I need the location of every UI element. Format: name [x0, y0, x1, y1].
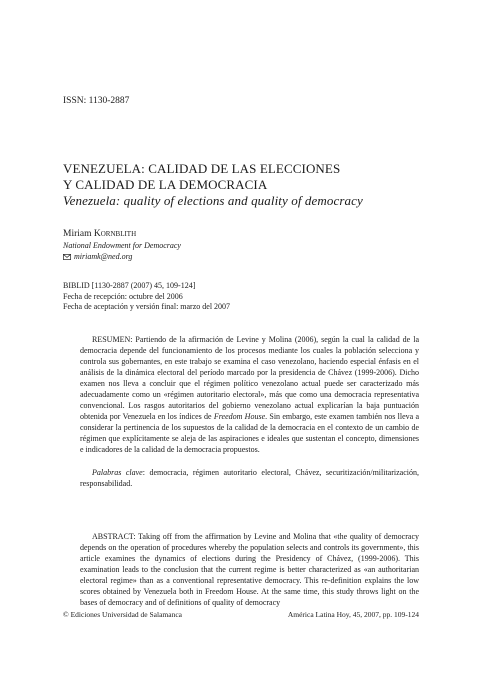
- abstract-english-paragraph: [80, 531, 419, 608]
- biblid-reference: BIBLID [1130-2887 (2007) 45, 109-124]: [63, 281, 196, 290]
- page-footer: [63, 610, 419, 619]
- date-accepted: Fecha de aceptación y versión final: marzo del 2007: [63, 302, 231, 311]
- author-email[interactable]: miriamk@ned.org: [74, 252, 133, 261]
- biblid-block: [63, 281, 230, 313]
- issn: ISSN: 1130-2887: [63, 96, 130, 106]
- author-email-line: [63, 251, 181, 262]
- footer-publisher: © Ediciones Universidad de Salamanca: [63, 610, 182, 619]
- keywords-label: Palabras clave: [92, 468, 143, 477]
- author-block: [63, 229, 181, 262]
- envelope-icon: [63, 254, 71, 260]
- title-spanish-line-2: Y CALIDAD DE LA DEMOCRACIA: [63, 177, 268, 192]
- title-english: Venezuela: quality of elections and quality of democracy: [63, 193, 363, 208]
- resumen-text: RESUMEN: Partiendo de la afirmación de Levine y Molina (2006), según la cual la calidad de la democracia depende del funcionamiento de los procesos mediante los cuales la población selecciona y controla sus gobernantes, en este trabajo se examina el caso venezolano, haciendo especial énfasis en el análisis de la dinámica electoral del período marcado por la presidencia de Chávez (1999-2006). Dicho examen nos lleva a concluir que el régimen político venezolano actual puede ser caracterizado más adecuadamente como un «régimen autoritario electoral», más que como una democracia representativa convencional. Los rasgos autoritarios del gobierno venezolano actual explicarían la baja puntuación obtenida por Venezuela en los índices de: [80, 335, 419, 421]
- keywords-paragraph: [80, 467, 419, 489]
- article-title: [63, 161, 443, 209]
- footer-citation: América Latina Hoy, 45, 2007, pp. 109-124: [287, 610, 419, 619]
- abstract-english-text: ABSTRACT: Taking off from the affirmation by Levine and Molina that «the quality of democracy depends on the operation of procedures whereby the population selects and controls its government», this article examines the dynamics of elections during the Presidency of Chávez, (1999-2006). This examination leads to the conclusion that the current regime is better characterized as «an authoritarian electoral regime» than as a conventional representative democracy. This re-definition explains the low scores obtained by Venezuela both in Freedom House. At the same time, this study throws light on the bases of democracy and of definitions of quality of democracy: [80, 532, 419, 607]
- author-name: [63, 229, 181, 240]
- resumen-paragraph: [80, 334, 419, 455]
- keywords-text: : democracia, régimen autoritario electoral, Chávez, securitización/militarización, responsabilidad.: [80, 468, 419, 488]
- author-last-name: ornblith: [100, 229, 137, 239]
- title-spanish-line-1: VENEZUELA: CALIDAD DE LAS ELECCIONES: [63, 161, 341, 176]
- resumen-italic: Freedom House: [213, 412, 266, 421]
- resumen-text-end: . Sin embargo, este examen también nos lleva a considerar la pertinencia de los supuestos de la calidad de la democracia en el contexto de un cambio de régimen que explícitamente se aleja de las aspiraciones e ideales que sustentan el concepto, dimensiones e indicadores de la calidad de la democracia propuestos.: [80, 412, 419, 454]
- date-received: Fecha de recepción: octubre del 2006: [63, 291, 183, 301]
- author-affiliation: National Endowment for Democracy: [63, 241, 181, 250]
- author-first-name: Miriam: [63, 229, 94, 239]
- author-last-initial: K: [93, 229, 101, 239]
